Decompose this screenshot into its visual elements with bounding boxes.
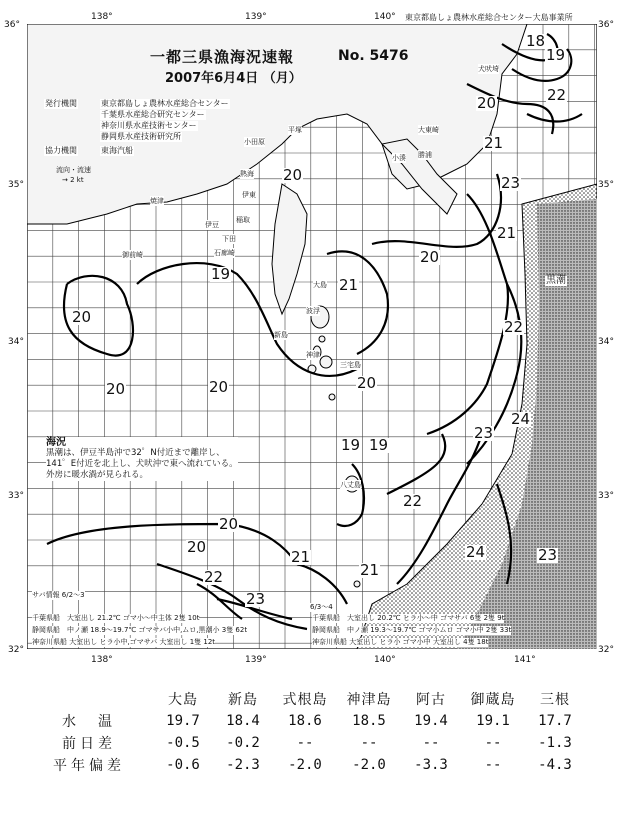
report-date: 2007年6月4日 （月） bbox=[165, 71, 302, 86]
lat-label-36-right: 36° bbox=[598, 20, 614, 30]
cooperation-label: 協力機関 bbox=[45, 146, 77, 155]
current-legend-label: 流向・流速 bbox=[56, 166, 91, 174]
island-miyakejima bbox=[320, 356, 332, 368]
table-cell: -0.5 bbox=[166, 735, 200, 751]
table-cell: -- bbox=[296, 735, 314, 751]
isotherm-label: 20 bbox=[187, 538, 207, 556]
place-name: 平塚 bbox=[288, 126, 302, 134]
lon-label-138-bottom: 138° bbox=[91, 655, 113, 665]
current-legend-scale: → 2 kt bbox=[62, 176, 84, 184]
table-cell: -2.0 bbox=[352, 757, 386, 773]
isotherm-label: 21 bbox=[339, 276, 359, 294]
row-label: 水 温 bbox=[62, 714, 116, 730]
lat-label-35-right: 35° bbox=[598, 180, 614, 190]
table-cell: -- bbox=[422, 735, 440, 751]
isotherm-label: 24 bbox=[466, 543, 486, 561]
observation-line: 神奈川県船 大室出し ヒラ小 ゴマ小中 大室出し 4隻 18t bbox=[312, 638, 489, 646]
place-name: 焼津 bbox=[150, 197, 164, 205]
isotherm-label: 18 bbox=[526, 32, 546, 50]
table-cell: -0.6 bbox=[166, 757, 200, 773]
remarks-line: 黒潮は、伊豆半島沖で32゜N付近まで離岸し、 bbox=[46, 448, 225, 458]
isotherm-label: 21 bbox=[360, 561, 380, 579]
lat-label-36-left: 36° bbox=[4, 20, 20, 30]
report-number: No. 5476 bbox=[338, 48, 409, 64]
table-cell: -1.3 bbox=[538, 735, 572, 751]
lat-label-33-left: 33° bbox=[8, 491, 24, 501]
table-cell: 18.6 bbox=[288, 713, 322, 729]
lon-label-139-top: 139° bbox=[245, 12, 267, 22]
table-cell: 18.5 bbox=[352, 713, 386, 729]
remarks-line: 141゜E付近を北上し、犬吠沖で東へ流れている。 bbox=[46, 459, 238, 469]
observation-title: サバ情報 6/2～3 bbox=[32, 591, 85, 599]
isotherm-label: 20 bbox=[209, 378, 229, 396]
lat-label-33-right: 33° bbox=[598, 491, 614, 501]
place-name: 小田原 bbox=[244, 138, 265, 146]
table-cell: 17.7 bbox=[538, 713, 572, 729]
lon-label-141-bottom: 141° bbox=[514, 655, 536, 665]
table-cell: -- bbox=[484, 735, 502, 751]
place-name: 新島 bbox=[274, 331, 288, 339]
kuroshio-label: 黒潮 bbox=[546, 275, 566, 286]
lat-label-34-right: 34° bbox=[598, 337, 614, 347]
column-header: 新島 bbox=[228, 692, 258, 708]
isotherm-label: 21 bbox=[484, 134, 504, 152]
isotherm-label: 20 bbox=[420, 248, 440, 266]
isotherm-label: 20 bbox=[283, 166, 303, 184]
table-cell: -- bbox=[484, 757, 502, 773]
place-name: 下田 bbox=[222, 235, 236, 243]
table-cell: -4.3 bbox=[538, 757, 572, 773]
column-header: 大島 bbox=[168, 692, 198, 708]
place-name: 伊東 bbox=[242, 191, 256, 199]
isotherm-label: 23 bbox=[501, 174, 521, 192]
observation-line: 静岡県船 中ノ瀬 18.9～19.7℃ ゴマサバ小中,ムロ,黒潮小 3隻 62t bbox=[32, 626, 248, 634]
remarks-line: 外房に暖水渦が見られる。 bbox=[46, 470, 149, 480]
remarks-heading: 海況 bbox=[46, 437, 66, 448]
place-name: 波浮 bbox=[306, 307, 320, 315]
table-cell: -0.2 bbox=[226, 735, 260, 751]
isotherm-label: 19 bbox=[546, 46, 566, 64]
table-cell: -2.0 bbox=[288, 757, 322, 773]
isotherm-label: 22 bbox=[504, 318, 524, 336]
observation-line: 千葉県船 大室出し 21.2℃ ゴマ小～中主体 2隻 10t bbox=[32, 614, 200, 622]
island-aogashima bbox=[354, 581, 360, 587]
isotherm-label: 19 bbox=[369, 436, 389, 454]
place-name: 三宅島 bbox=[340, 361, 361, 369]
isotherm-label: 20 bbox=[106, 380, 126, 398]
publisher-4: 静岡県水産技術研究所 bbox=[101, 132, 181, 141]
publishers-label: 発行機関 bbox=[45, 99, 77, 108]
lat-label-32-right: 32° bbox=[598, 645, 614, 655]
table-cell: -2.3 bbox=[226, 757, 260, 773]
place-name: 小湊 bbox=[392, 154, 406, 162]
isotherm-label: 19 bbox=[341, 436, 361, 454]
table-cell: 19.7 bbox=[166, 713, 200, 729]
place-name: 伊豆 bbox=[205, 221, 219, 229]
isotherm-label: 23 bbox=[246, 590, 266, 608]
isotherm-label: 20 bbox=[219, 515, 239, 533]
place-name: 大東崎 bbox=[418, 126, 439, 134]
place-name: 熱海 bbox=[240, 170, 254, 178]
water-temperature-table bbox=[25, 688, 585, 776]
column-header: 阿古 bbox=[416, 692, 446, 708]
lon-label-138-top: 138° bbox=[91, 12, 113, 22]
place-name: 石廊崎 bbox=[214, 249, 235, 257]
isotherm-label: 20 bbox=[477, 94, 497, 112]
table-cell: 19.1 bbox=[476, 713, 510, 729]
sea-condition-remarks bbox=[46, 437, 238, 481]
publisher-2: 千葉県水産総合研究センター bbox=[101, 110, 205, 119]
isotherm-label: 20 bbox=[72, 308, 92, 326]
table-row bbox=[25, 754, 585, 776]
lon-label-140-top: 140° bbox=[374, 12, 396, 22]
column-header: 三根 bbox=[540, 692, 570, 708]
table-row bbox=[25, 710, 585, 732]
row-label: 平年偏差 bbox=[53, 758, 125, 774]
lon-label-140-bottom: 140° bbox=[374, 655, 396, 665]
place-name: 御前崎 bbox=[122, 251, 143, 259]
observation-line: 静岡県船 中ノ瀬 19.3～19.7℃ ゴマ小ムロ ゴマ小中 2隻 33t bbox=[312, 626, 512, 634]
publisher-1: 東京都島しょ農林水産総合センター bbox=[101, 99, 229, 108]
place-name: 八丈島 bbox=[340, 481, 361, 489]
lat-label-35-left: 35° bbox=[8, 180, 24, 190]
cooperation-org: 東海汽船 bbox=[101, 146, 133, 155]
isotherm-label: 24 bbox=[511, 410, 531, 428]
place-name: 神津 bbox=[306, 351, 320, 359]
place-name: 犬吠埼 bbox=[478, 65, 499, 73]
lat-label-34-left: 34° bbox=[8, 337, 24, 347]
observation-date: 6/3～4 bbox=[310, 603, 333, 611]
isotherm-label: 22 bbox=[204, 568, 224, 586]
place-name: 大島 bbox=[313, 281, 327, 289]
header-credit: 東京都島しょ農林水産総合センター大島事業所 bbox=[405, 13, 573, 22]
place-name: 勝浦 bbox=[418, 151, 432, 159]
column-header: 御蔵島 bbox=[470, 692, 516, 708]
lon-label-139-bottom: 139° bbox=[245, 655, 267, 665]
table-cell: -3.3 bbox=[414, 757, 448, 773]
isotherm-label: 23 bbox=[474, 424, 494, 442]
isotherm-label: 23 bbox=[538, 546, 558, 564]
column-header: 式根島 bbox=[282, 692, 328, 708]
table-cell: 18.4 bbox=[226, 713, 260, 729]
column-header: 神津島 bbox=[346, 692, 392, 708]
isotherm-label: 22 bbox=[403, 492, 423, 510]
table-cell: 19.4 bbox=[414, 713, 448, 729]
table-cell: -- bbox=[360, 735, 378, 751]
isotherm-label: 21 bbox=[291, 548, 311, 566]
isotherm-label: 21 bbox=[497, 224, 517, 242]
publisher-3: 神奈川県水産技術センター bbox=[101, 121, 197, 130]
row-label: 前日差 bbox=[62, 736, 116, 752]
place-name: 稲取 bbox=[236, 216, 250, 224]
observation-line: 神奈川県船 大室出し ヒラ小中,ゴマサバ 大室出し 1隻 12t bbox=[32, 638, 216, 646]
report-title: 一都三県漁海況速報 bbox=[150, 48, 295, 66]
island-mikurajima bbox=[329, 394, 335, 400]
island-toshima bbox=[319, 336, 325, 342]
observation-line: 千葉県船 大室出し 20.2℃ ヒラ小～中 ゴマサバ 6隻 2隻 9t bbox=[312, 614, 505, 622]
lat-label-32-left: 32° bbox=[8, 645, 24, 655]
isotherm-label: 19 bbox=[211, 265, 231, 283]
isotherm-label: 22 bbox=[547, 86, 567, 104]
table-row bbox=[25, 732, 585, 754]
isotherm-label: 20 bbox=[357, 374, 377, 392]
